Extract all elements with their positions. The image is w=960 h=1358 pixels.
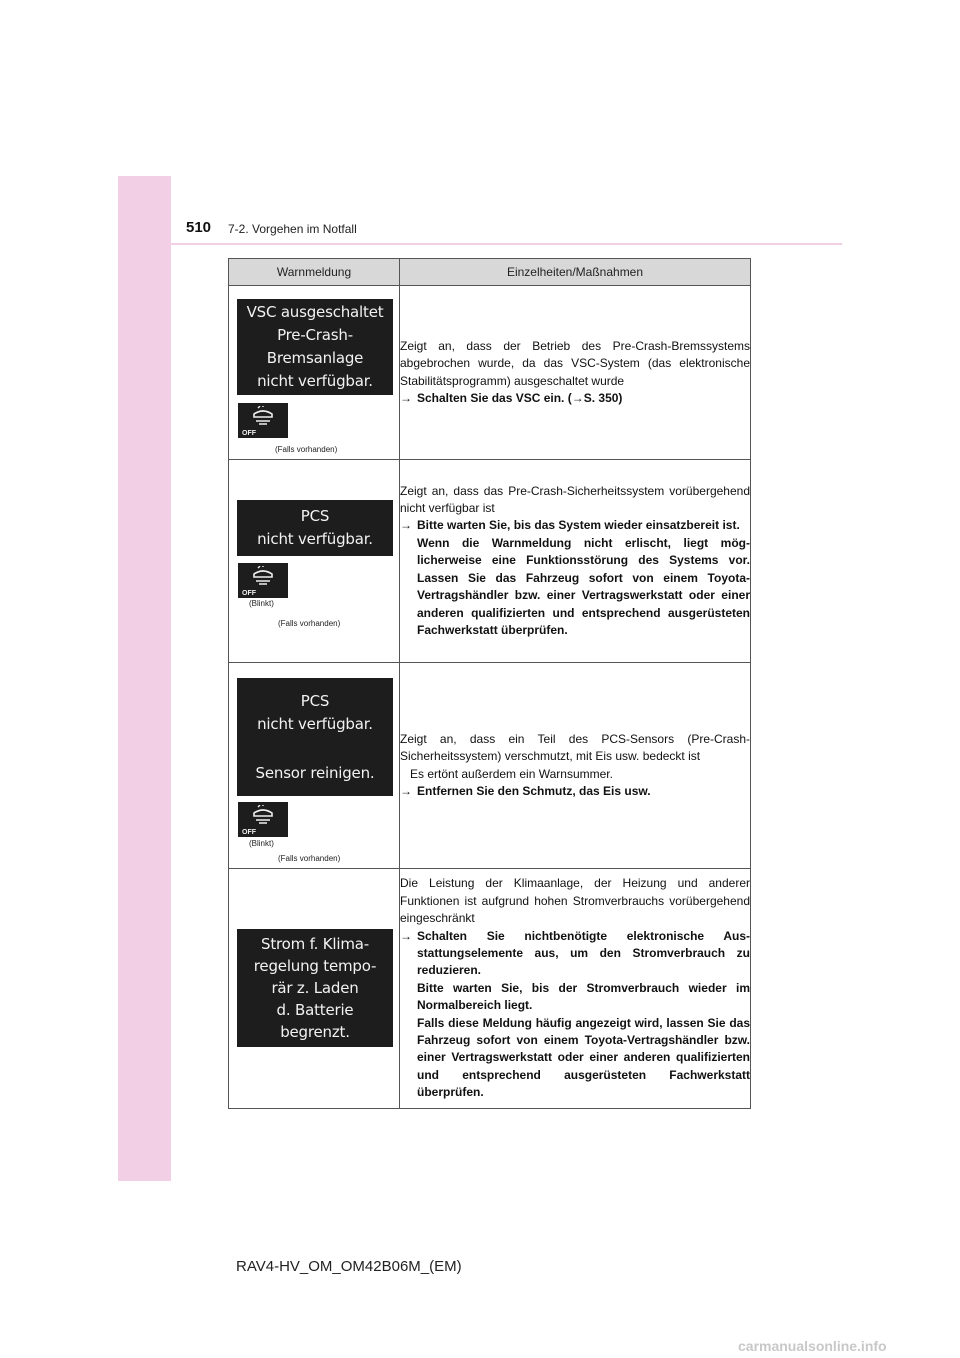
action-text: Schalten Sie nichtbenötigte elektronische Ausstattungselemente aus, um den Stromverbrauch zu reduzieren. — [417, 928, 750, 978]
document-code: RAV4-HV_OM_OM42B06M_(EM) — [236, 1258, 462, 1275]
off-label: OFF — [242, 590, 256, 597]
table-row — [229, 286, 751, 460]
description-text: Zeigt an, dass der Betrieb des Pre-Crash-Bremssystems abgebrochen wurde, da das VSC-System (das elektronische Stabilitätsprogramm) ausgeschaltet wurde — [400, 338, 750, 388]
availability-note: (Falls vorhanden) — [278, 854, 341, 863]
table-row — [229, 460, 751, 663]
column-header-warning: Warnmeldung — [229, 259, 400, 286]
details-cell — [400, 460, 751, 663]
display-message-screen — [237, 500, 393, 556]
arrow-icon: → — [400, 783, 412, 798]
action-text: Bitte warten Sie, bis das System wieder einsatzbereit ist. — [417, 518, 740, 533]
action-item — [400, 517, 750, 534]
screen-line: Pre-Crash- — [277, 326, 353, 344]
arrow-icon: → — [400, 390, 412, 405]
pre-crash-off-icon — [238, 563, 288, 598]
section-title: 7-2. Vorgehen im Notfall — [228, 222, 357, 236]
buzzer-note: Es ertönt außerdem ein Warnsummer. — [410, 766, 613, 781]
description-text: Zeigt an, dass das Pre-Crash-Sicherheitssystem vorübergehend nicht verfügbar ist — [400, 483, 750, 516]
display-message-screen — [237, 678, 393, 796]
warning-message-cell — [229, 286, 400, 460]
warning-message-cell — [229, 663, 400, 869]
screen-line: PCS — [300, 507, 330, 525]
details-cell — [400, 286, 751, 460]
availability-note: (Falls vorhanden) — [278, 619, 341, 628]
action-detail: Falls diese Meldung häufig angezeigt wird, lassen Sie das Fahrzeug sofort von einem Toyota-Vertragshändler bzw. einer Vertragswerkstatt oder einer anderen qualifizierten und entsprechend ausgerüsteten Fachwerkstatt überprüfen. — [417, 1015, 750, 1100]
screen-line: PCS — [300, 691, 330, 710]
action-item — [400, 928, 750, 980]
pre-crash-off-icon — [238, 403, 288, 438]
availability-note: (Falls vorhanden) — [275, 445, 338, 454]
header-rule — [118, 243, 842, 245]
table-row — [229, 663, 751, 869]
action-item — [400, 390, 750, 407]
blink-note: (Blinkt) — [249, 839, 274, 848]
description-text: Die Leistung der Klimaanlage, der Heizung und anderer Funktionen ist aufgrund hohen Stromverbrauchs vorübergehend eingeschränkt — [400, 876, 750, 926]
arrow-icon: → — [400, 518, 412, 533]
description-text: Zeigt an, dass ein Teil des PCS-Sensors (Pre-Crash-Sicherheitssystem) verschmutzt, mit Eis usw. bedeckt ist — [400, 731, 750, 764]
screen-line: d. Batterie — [276, 1001, 354, 1019]
details-cell — [400, 869, 751, 1109]
screen-line: VSC ausgeschaltet — [246, 303, 384, 321]
action-detail: Wenn die Warnmeldung nicht erlischt, liegt möglicherweise eine Funktionsstörung des Systems vor. Lassen Sie das Fahrzeug sofort von einem Toyota-Vertragshändler bzw. einer Vertragswerkstatt oder einer anderen qualifizierten und entsprechend ausgerüsteten Fachwerkstatt überprüfen. — [417, 535, 750, 637]
action-item — [400, 783, 750, 800]
off-label: OFF — [242, 829, 256, 836]
screen-line: nicht verfügbar. — [257, 372, 373, 390]
screen-line: regelung tempo- — [253, 957, 377, 975]
display-message-screen — [237, 929, 393, 1047]
screen-line: nicht verfügbar. — [257, 530, 373, 548]
pre-crash-off-icon — [238, 802, 288, 837]
chapter-side-tab — [118, 176, 171, 1181]
screen-line: rär z. Laden — [271, 979, 359, 997]
off-label: OFF — [242, 430, 256, 437]
watermark: carmanualsonline.info — [738, 1338, 887, 1354]
table-row — [229, 869, 751, 1109]
display-message-screen — [237, 299, 393, 395]
warning-table — [228, 258, 751, 1109]
arrow-icon: → — [400, 928, 412, 943]
action-detail: Bitte warten Sie, bis der Stromverbrauch wieder im Normalbereich liegt. — [417, 980, 750, 1013]
screen-line: Strom f. Klima- — [261, 935, 369, 953]
screen-line: begrenzt. — [280, 1023, 350, 1041]
screen-line: Sensor reinigen. — [255, 763, 375, 782]
screen-line: nicht verfügbar. — [257, 714, 373, 733]
screen-spacer — [237, 736, 393, 762]
page-number: 510 — [186, 219, 212, 236]
details-cell — [400, 663, 751, 869]
warning-message-cell — [229, 869, 400, 1109]
warning-message-cell — [229, 460, 400, 663]
blink-note: (Blinkt) — [249, 599, 274, 608]
action-text: Entfernen Sie den Schmutz, das Eis usw. — [417, 783, 651, 798]
column-header-details: Einzelheiten/Maßnahmen — [400, 259, 751, 286]
action-text: Schalten Sie das VSC ein. (→S. 350) — [417, 390, 623, 405]
screen-line: Bremsanlage — [266, 349, 364, 367]
